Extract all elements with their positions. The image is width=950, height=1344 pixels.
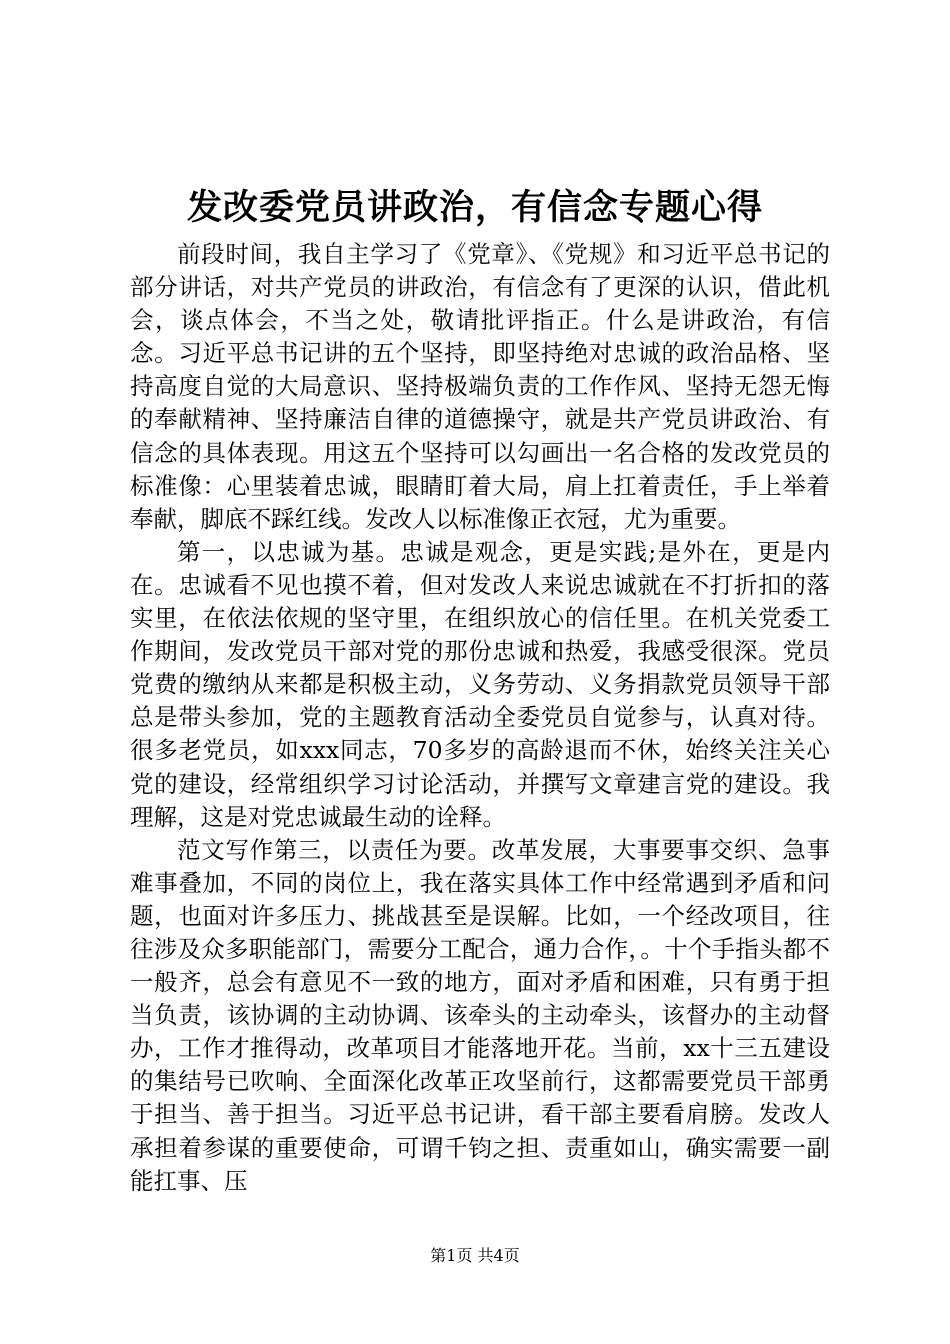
- paragraph-intro: 前段时间，我自主学习了《党章》、《党规》和习近平总书记的部分讲话，对共产党员的讲政治，有信念有了更深的认识，借此机会，谈点体会，不当之处，敬请批评指正。什么是讲政治，有信念。习近平总书记讲的五个坚持，即坚持绝对忠诚的政治品格、坚持高度自觉的大局意识、坚持极端负责的工作作风、坚持无怨无悔的奉献精神、坚持廉洁自律的道德操守，就是共产党员讲政治、有信念的具体表现。用这五个坚持可以勾画出一名合格的发改党员的标准像：心里装着忠诚，眼睛盯着大局，肩上扛着责任，手上举着奉献，脚底不踩红线。发改人以标准像正衣冠，尤为重要。: [130, 240, 830, 533]
- document-title: 发改委党员讲政治，有信念专题心得: [186, 187, 763, 228]
- paragraph-responsibility: 范文写作第三，以责任为要。改革发展，大事要事交织、急事难事叠加，不同的岗位上，我在落实具体工作中经常遇到矛盾和问题，也面对许多压力、挑战甚至是误解。比如，一个经改项目，往往涉及众多职能部门，需要分工配合，通力合作，。十个手指头都不一般齐，总会有意见不一致的地方，面对矛盾和困难，只有勇于担当负责，该协调的主动协调、该牵头的主动牵头，该督办的主动督办，工作才推得动，改革项目才能落地开花。当前，xx十三五建设的集结号已吹响、全面深化改革正攻坚前行，这都需要党员干部勇于担当、善于担当。习近平总书记讲，看干部主要看肩膀。发改人承担着参谋的重要使命，可谓千钧之担、责重如山，确实需要一副能扛事、压: [130, 835, 830, 1195]
- paragraph-loyalty: 第一，以忠诚为基。忠诚是观念，更是实践;是外在，更是内在。忠诚看不见也摸不着，但对发改人来说忠诚就在不打折扣的落实里，在依法依规的坚守里，在组织放心的信任里。在机关党委工作期间，发改党员干部对党的那份忠诚和热爱，我感受很深。党员党费的缴纳从来都是积极主动，义务劳动、义务捐款党员领导干部总是带头参加，党的主题教育活动全委党员自觉参与，认真对待。很多老党员，如xxx同志，70多岁的高龄退而不休，始终关注关心党的建设，经常组织学习讨论活动，并撰写文章建言党的建设。我理解，这是对党忠诚最生动的诠释。: [130, 537, 830, 831]
- document-body: [130, 238, 830, 1198]
- page-number-footer: 第1页 共4页: [430, 1246, 520, 1265]
